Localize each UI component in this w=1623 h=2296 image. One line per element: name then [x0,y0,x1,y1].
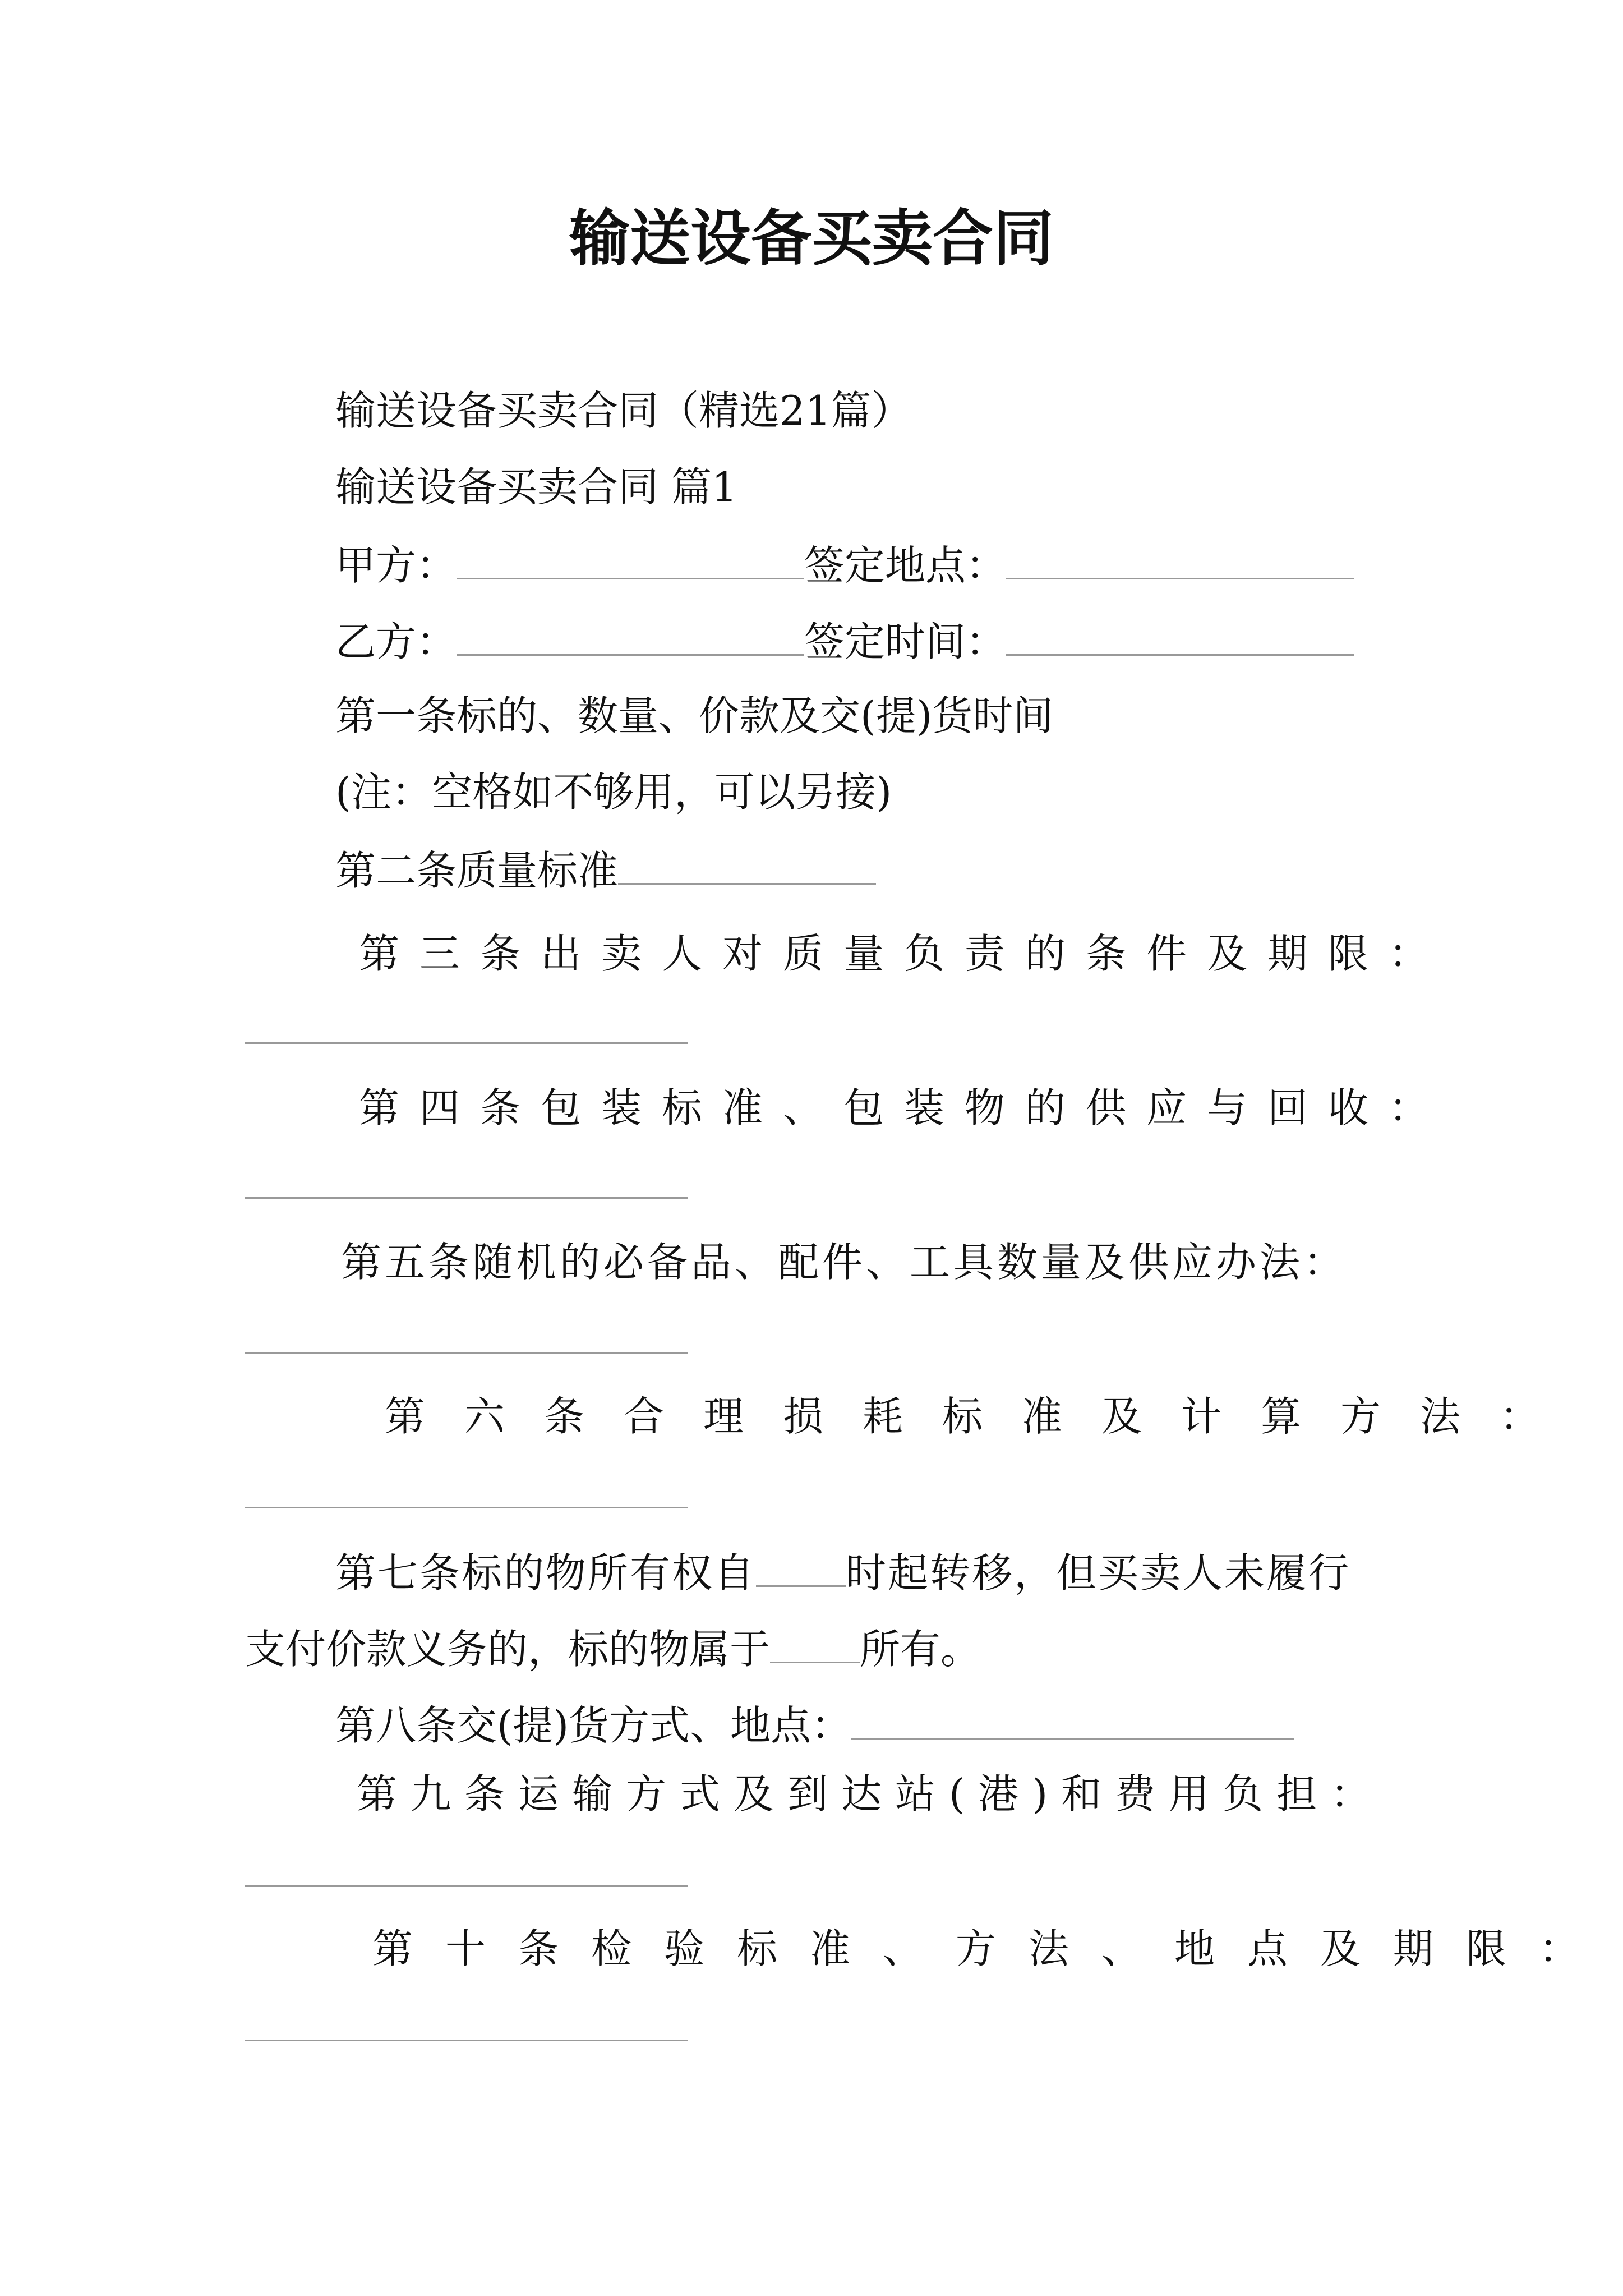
article-4-blank[interactable] [245,1197,688,1199]
party-b-blank[interactable] [457,611,804,656]
sign-time-blank[interactable] [1006,611,1354,656]
article-4: 第四条包装标准、包装物的供应与回收： [359,1084,1450,1131]
article-7-text-4: 所有。 [860,1626,981,1673]
article-5-blank[interactable] [245,1352,688,1354]
party-a-label: 甲方： [335,542,457,589]
subtitle: 输送设备买卖合同（精选21篇） [335,387,912,434]
article-3: 第三条出卖人对质量负责的条件及期限： [359,930,1450,977]
article-7-text-1: 第七条标的物所有权自 [335,1549,757,1596]
article-9-blank[interactable] [245,1885,688,1887]
article-9: 第九条运输方式及到达站(港)和费用负担： [357,1770,1385,1818]
article-3-blank[interactable] [245,1042,688,1044]
article-2-blank[interactable] [618,840,876,885]
article-5: 第五条随机的必备品、配件、工具数量及供应办法： [341,1239,1348,1286]
article-7-blank-2[interactable] [770,1619,860,1663]
article-6-blank[interactable] [245,1507,688,1508]
sign-place-blank[interactable] [1006,535,1354,579]
party-a-line [335,535,1354,591]
article-6: 第六条合理损耗标准及计算方法： [385,1393,1580,1440]
article-8-line [335,1695,1294,1751]
party-b-label: 乙方： [335,618,457,665]
article-10: 第十条检验标准、方法、地点及期限： [372,1925,1612,1972]
article-7-blank-1[interactable] [756,1543,846,1587]
article-10-blank[interactable] [245,2040,688,2041]
article-7-line-2 [245,1619,981,1675]
article-2-line [335,840,876,896]
article-7-line-1 [335,1543,1350,1599]
article-2: 第二条质量标准 [335,847,619,894]
article-8-blank[interactable] [851,1695,1294,1740]
article-8: 第八条交(提)货方式、地点： [335,1702,852,1749]
party-b-line [335,611,1354,668]
article-1-note: (注：空格如不够用，可以另接) [335,769,892,816]
party-a-blank[interactable] [457,535,804,579]
sign-place-label: 签定地点： [804,542,1007,589]
sign-time-label: 签定时间： [804,618,1007,665]
document-title: 输送设备买卖合同 [569,203,1054,274]
section-heading: 输送设备买卖合同 篇1 [335,463,737,510]
article-7-text-3: 支付价款义务的，标的物属于 [245,1626,771,1673]
article-1: 第一条标的、数量、价款及交(提)货时间 [335,692,1054,739]
article-7-text-2: 时起转移，但买卖人未履行 [846,1549,1351,1596]
